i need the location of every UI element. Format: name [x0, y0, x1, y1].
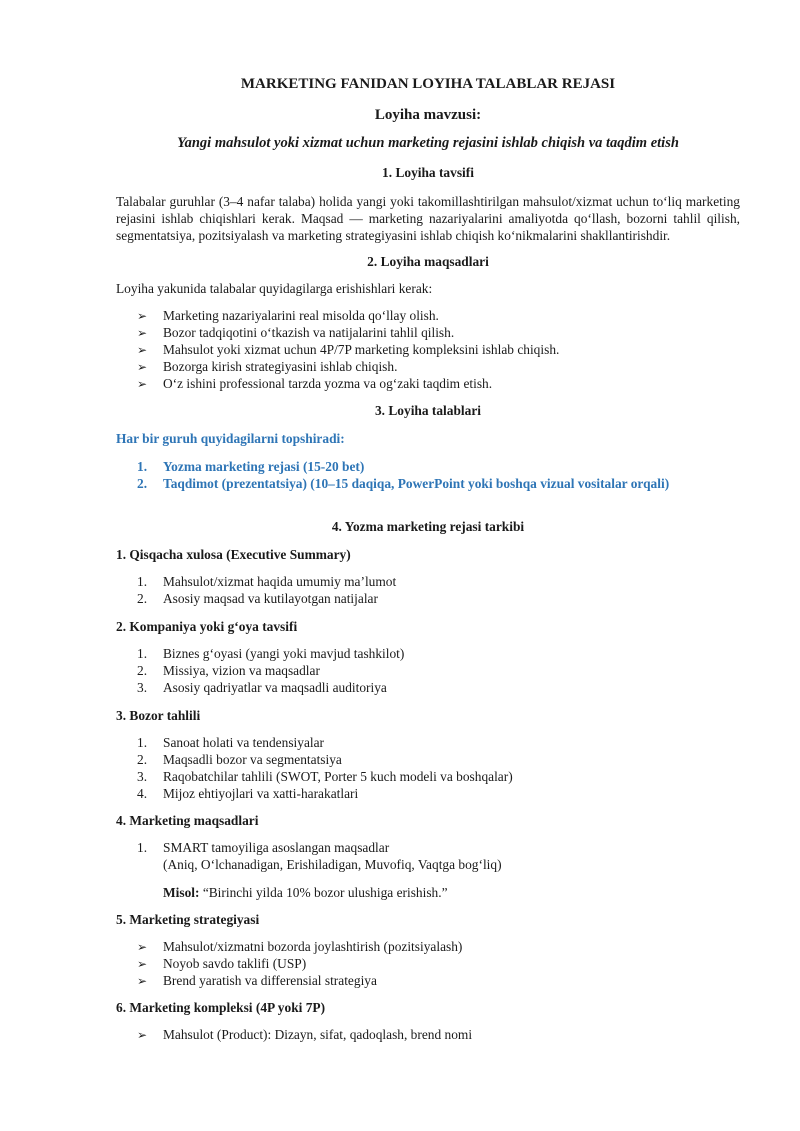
section-intro: Har bir guruh quyidagilarni topshiradi: [116, 431, 345, 446]
section-paragraph [116, 193, 740, 244]
section-heading: 3. Loyiha talablari [374, 403, 482, 418]
paragraph-line: segmentatsiya, pozitsiyalash va marketing strategiyasini ishlab chiqish ko‘nikmalarini shakllantirishdir. [116, 228, 671, 243]
subsection-heading: 5. Marketing strategiyasi [116, 912, 260, 927]
list-item: Marketing nazariyalarini real misolda qo‘llay olish. [163, 308, 439, 323]
subsection-heading: 1. Qisqacha xulosa (Executive Summary) [116, 547, 351, 562]
list-item: Yozma marketing rejasi (15-20 bet) [163, 459, 365, 474]
arrow-bullet-icon: ➢ [137, 343, 148, 357]
arrow-bullet-icon: ➢ [137, 326, 148, 340]
project-topic: Yangi mahsulot yoki xizmat uchun marketing rejasini ishlab chiqish va taqdim etish [177, 135, 679, 151]
paragraph-line: Talabalar guruhlar (3–4 nafar talaba) holida yangi yoki takomillashtirilgan mahsulot/xizmat uchun to‘liq marketing [116, 194, 740, 209]
list-number: 3. [137, 769, 148, 784]
list-item: Noyob savdo taklifi (USP) [163, 956, 307, 971]
list-item: O‘z ishini professional tarzda yozma va og‘zaki taqdim etish. [163, 376, 493, 391]
section-heading: 2. Loyiha maqsadlari [367, 254, 489, 269]
list-item: Mahsulot yoki xizmat uchun 4P/7P marketing kompleksini ishlab chiqish. [163, 342, 560, 357]
example-line [163, 884, 448, 901]
list-number: 4. [137, 786, 148, 801]
list-number: 2. [137, 476, 148, 491]
list-item: Asosiy qadriyatlar va maqsadli auditoriya [163, 680, 387, 695]
arrow-bullet-icon: ➢ [137, 957, 148, 971]
list-item: Taqdimot (prezentatsiya) (10–15 daqiqa, PowerPoint yoki boshqa vizual vositalar orqali) [163, 476, 670, 491]
arrow-bullet-icon: ➢ [137, 974, 148, 988]
arrow-bullet-icon: ➢ [137, 360, 148, 374]
example-text: “Birinchi yilda 10% bozor ulushiga erishish.” [202, 885, 448, 900]
list-number: 1. [137, 646, 148, 661]
list-number: 1. [137, 459, 148, 474]
list-item: SMART tamoyiliga asoslangan maqsadlar [163, 840, 390, 855]
subsection-heading: 3. Bozor tahlili [116, 708, 201, 723]
subsection-heading: 4. Marketing maqsadlari [116, 813, 259, 828]
document-title: MARKETING FANIDAN LOYIHA TALABLAR REJASI [240, 76, 616, 92]
list-item-continuation: (Aniq, O‘lchanadigan, Erishiladigan, Muvofiq, Vaqtga bog‘liq) [163, 857, 502, 872]
list-item: Raqobatchilar tahlili (SWOT, Porter 5 kuch modeli va boshqalar) [163, 769, 513, 784]
arrow-bullet-icon: ➢ [137, 377, 148, 391]
list-item: Asosiy maqsad va kutilayotgan natijalar [163, 591, 378, 606]
arrow-bullet-icon: ➢ [137, 940, 148, 954]
list-item: Bozor tadqiqotini o‘tkazish va natijalarini tahlil qilish. [163, 325, 455, 340]
list-number: 3. [137, 680, 148, 695]
list-number: 2. [137, 663, 148, 678]
paragraph-line: rejasini ishlab chiqishlari kerak. Maqsad — marketing nazariyalarini amaliyotda qo‘llash, bozorni tahlil qilish, [116, 211, 740, 226]
arrow-bullet-icon: ➢ [137, 1028, 148, 1042]
list-number: 1. [137, 735, 148, 750]
list-item: Biznes g‘oyasi (yangi yoki mavjud tashkilot) [163, 646, 405, 661]
list-item: Brend yaratish va differensial strategiya [163, 973, 377, 988]
list-number: 1. [137, 840, 148, 855]
list-number: 2. [137, 752, 148, 767]
subsection-heading: 2. Kompaniya yoki g‘oya tavsifi [116, 619, 298, 634]
document-subtitle: Loyiha mavzusi: [374, 107, 482, 123]
subsection-heading: 6. Marketing kompleksi (4P yoki 7P) [116, 1000, 326, 1015]
list-item: Mijoz ehtiyojlari va xatti-harakatlari [163, 786, 359, 801]
example-label: Misol: [163, 885, 200, 900]
list-number: 1. [137, 574, 148, 589]
list-item: Bozorga kirish strategiyasini ishlab chiqish. [163, 359, 398, 374]
arrow-bullet-icon: ➢ [137, 309, 148, 323]
list-item: Mahsulot/xizmatni bozorda joylashtirish (pozitsiyalash) [163, 939, 463, 954]
list-item: Mahsulot/xizmat haqida umumiy ma’lumot [163, 574, 397, 589]
list-item: Mahsulot (Product): Dizayn, sifat, qadoqlash, brend nomi [163, 1027, 473, 1042]
list-item: Maqsadli bozor va segmentatsiya [163, 752, 342, 767]
list-item: Missiya, vizion va maqsadlar [163, 663, 320, 678]
section-heading: 1. Loyiha tavsifi [382, 165, 474, 180]
section-intro: Loyiha yakunida talabalar quyidagilarga erishishlari kerak: [116, 281, 433, 296]
section-heading: 4. Yozma marketing rejasi tarkibi [331, 519, 525, 534]
list-number: 2. [137, 591, 148, 606]
list-item: Sanoat holati va tendensiyalar [163, 735, 325, 750]
